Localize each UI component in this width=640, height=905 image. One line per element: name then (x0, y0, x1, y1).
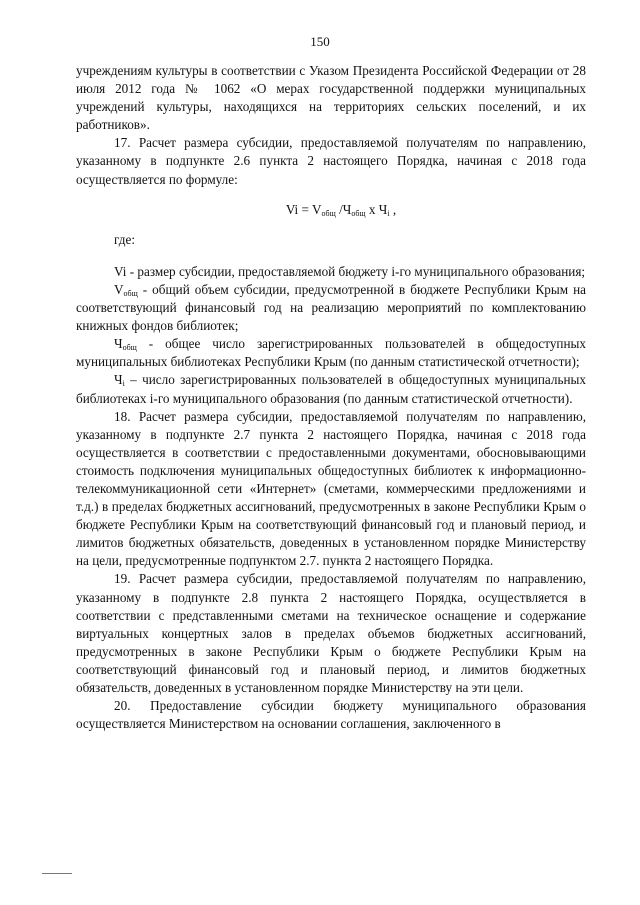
definition-users-i: $Ч_i$ – число зарегистрированных пользователей в общедоступных муниципальных библиотеках i-го муниципального образования (по данным статистической отчетности). (76, 372, 586, 406)
page-number: 150 (310, 34, 330, 49)
paragraph-19: 19. Расчет размера субсидии, предоставляемой получателям по направлению, указанному в подпункте 2.8 пункта 2 настоящего Порядка, осуществляется в соответствии с представленными сметами на техническое оснащение и содержание виртуальных концертных залов в пределах объемов бюджетных ассигнований, предусмотренных в законе Республики Крым о бюджете Республики Крым на соответствующий финансовый год и плановый период, и лимитов бюджетных обязательств, доведенных в установленном порядке Министерству на эти цели. (76, 571, 586, 695)
paragraph-18: 18. Расчет размера субсидии, предоставляемой получателям по направлению, указанному в подпункте 2.7 пункта 2 настоящего Порядка, начиная с 2018 года осуществляется в соответствии с предоставленными документами, обосновывающими стоимость подключения муниципальных общедоступных библиотек к информационно-телекоммуникационной сети «Интернет» (сметами, коммерческими предложениями и т.д.) в пределах бюджетных ассигнований, предусмотренных в законе Республики Крым о бюджете Республики Крым на соответствующий финансовый год и плановый период, и лимитов бюджетных обязательств, доведенных в установленном порядке Министерству на цели, предусмотренные подпунктом 2.7. пункта 2 настоящего Порядка. (76, 408, 586, 569)
formula: $Vi = V_{общ}$ $/Ч_{общ}$ x $Ч_i$ , (285, 201, 397, 218)
definition-vi: Vi - размер субсидии, предоставляемой бюджету i-го муниципального образования; (114, 263, 586, 279)
document-body (76, 62, 586, 733)
intro-paragraph: учреждениям культуры в соответствии с Указом Президента Российской Федерации от 28 июля 2012 года № 1062 «О мерах государственной поддержки муниципальных учреждений культуры, находящихся на территориях сельских поселений, и их работников». (76, 63, 586, 133)
paragraph-20: 20. Предоставление субсидии бюджету муниципального образования осуществляется Министерством на основании соглашения, заключенного в (76, 698, 586, 732)
definition-users-total: $Ч_{общ}$ - общее число зарегистрированных пользователей в общедоступных муниципальных библиотеках Республики Крым (по данным статистической отчетности); (76, 336, 586, 370)
paragraph-17: 17. Расчет размера субсидии, предоставляемой получателям по направлению, указанному в подпункте 2.6 пункта 2 настоящего Порядка, начиная с 2018 года осуществляется по формуле: (76, 135, 586, 187)
definition-v-total: $V_{общ}$ - общий объем субсидии, предусмотренной в бюджете Республики Крым на соответствующий финансовый год на реализацию мероприятий по комплектованию книжных фондов библиотек; (76, 281, 586, 334)
where-label: где: (114, 231, 135, 247)
footer-rule (42, 873, 72, 874)
